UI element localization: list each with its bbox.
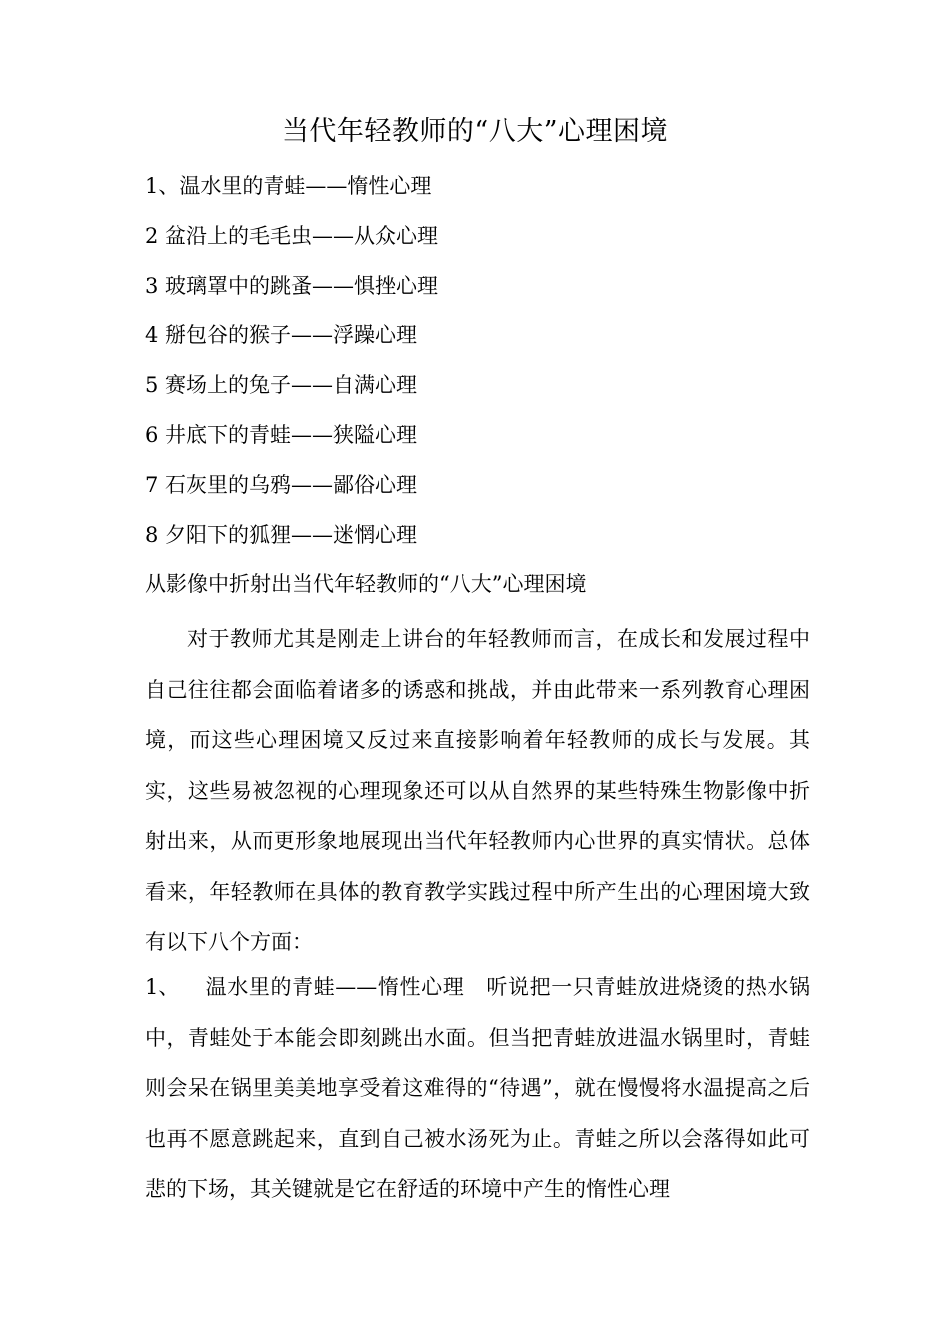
list-item: 5 赛场上的兔子——自满心理 — [145, 373, 418, 398]
list-item: 7 石灰里的乌鸦——鄙俗心理 — [145, 472, 418, 497]
list-item: 1、温水里的青蛙——惰性心理 — [145, 174, 432, 198]
psychology-list — [145, 168, 825, 566]
list-item: 2 盆沿上的毛毛虫——从众心理 — [145, 223, 439, 248]
item1-paragraph — [145, 962, 810, 1215]
intro-paragraph: 对于教师尤其是刚走上讲台的年轻教师而言，在成长和发展过程中自己往往都会面临着诸多的诱惑和挑战，并由此带来一系列教育心理困境，而这些心理困境又反过来直接影响着年轻教师的成长与发展。其实，这些易被忽视的心理现象还可以从自然界的某些特殊生物影像中折射出来，从而更形象地展现出当代年轻教师内心世界的真实情状。总体看来，年轻教师在具体的教育教学实践过程中所产生出的心理困境大致有以下八个方面： — [145, 627, 810, 954]
item1-body: 听说把一只青蛙放进烧烫的热水锅中，青蛙处于本能会即刻跳出水面。但当把青蛙放进温水锅里时，青蛙则会呆在锅里美美地享受着这难得的“待遇”，就在慢慢将水温提高之后也再不愿意跳起来，直到自己被水汤死为止。青蛙之所以会落得如此可悲的下场，其关键就是它在舒适的环境中产生的惰性心理 — [145, 975, 811, 1201]
document-title: 当代年轻教师的“八大”心理困境 — [281, 116, 669, 147]
list-item: 3 玻璃罩中的跳蚤——惧挫心理 — [145, 273, 439, 298]
list-item: 6 井底下的青蛙——狭隘心理 — [145, 422, 418, 447]
item1-heading: 温水里的青蛙——惰性心理 — [205, 975, 465, 999]
section-heading: 从影像中折射出当代年轻教师的“八大”心理困境 — [145, 572, 587, 596]
list-item: 8 夕阳下的狐狸——迷惘心理 — [145, 522, 418, 547]
item1-number: 1、 — [145, 975, 180, 999]
list-item: 4 掰包谷的猴子——浮躁心理 — [145, 323, 418, 348]
